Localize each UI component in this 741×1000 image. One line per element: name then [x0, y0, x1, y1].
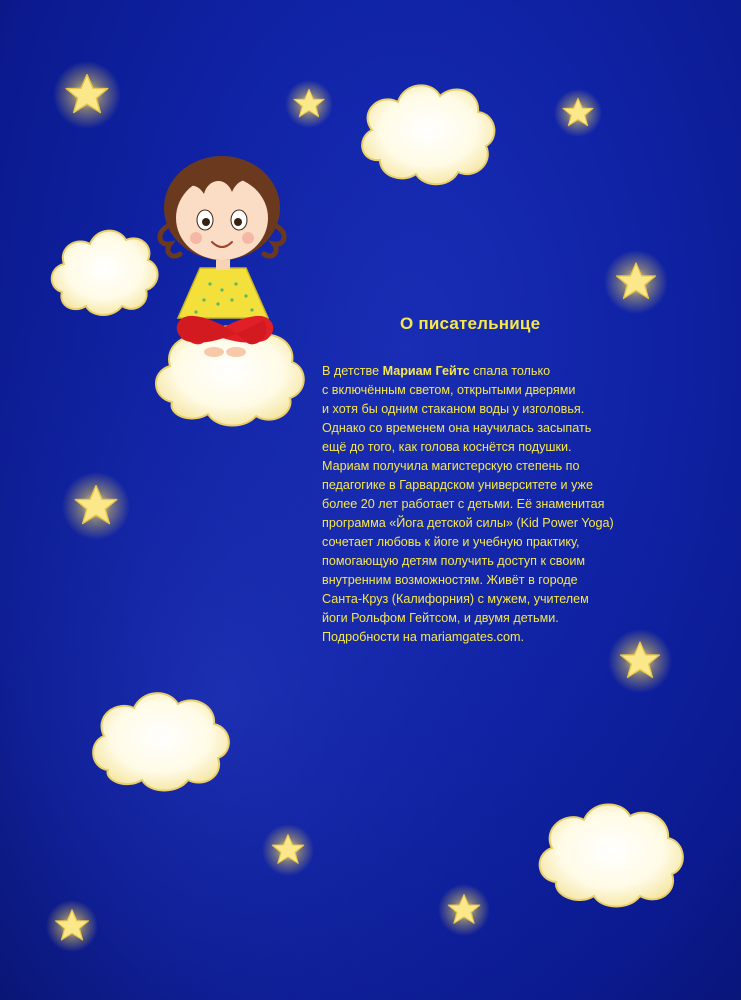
star-icon [262, 824, 314, 876]
cloud-icon [93, 693, 229, 790]
cloud-icon [362, 85, 494, 184]
star-icon [53, 61, 121, 129]
star-icon [285, 80, 333, 128]
cloud-icon [156, 326, 304, 425]
star-icon [438, 884, 490, 936]
bio-prefix: В детстве [322, 364, 383, 378]
star-icon [62, 472, 130, 540]
star-icon [46, 900, 98, 952]
section-heading: О писательнице [400, 314, 541, 333]
girl-meditating-illustration [160, 156, 284, 357]
star-icon [604, 250, 668, 314]
star-icon [554, 89, 602, 137]
bio-text: спала только с включённым светом, открытыми дверями и хотя бы одним стаканом воды у изголовья. Однако со временем она научилась засыпать ещё до того, как голова коснётся подушки. Мариам получила магистерскую степень по педагогике в Гарвардском университете и уже более 20 лет работает с детьми. Её знаменитая программа «Йога детской силы» (Kid Power Yoga) сочетает любовь к йоге и учебную практику, помогающую детям получить доступ к своим внутренним возможностям. Живёт в городе Санта-Круз (Калифорния) с мужем, учителем йоги Рольфом Гейтсом, и двумя детьми. Подробности на mariamgates.com. [322, 364, 614, 644]
cloud-icon [540, 804, 683, 906]
author-bio [322, 362, 652, 647]
author-name: Мариам Гейтс [382, 364, 470, 378]
